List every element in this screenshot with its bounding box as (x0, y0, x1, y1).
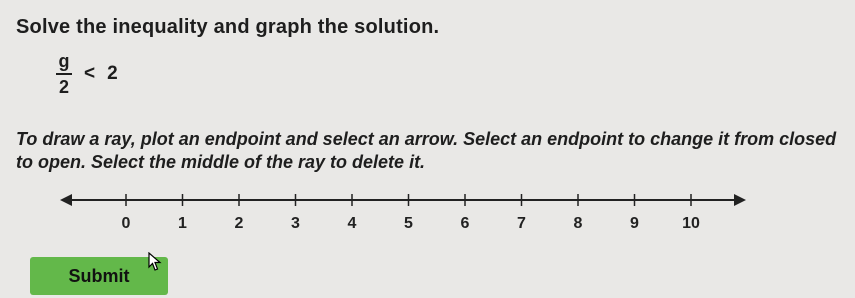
number-line[interactable] (58, 186, 758, 250)
fraction (56, 52, 72, 96)
number-line-label: 10 (682, 215, 700, 232)
inequality-relation: < (84, 63, 96, 84)
number-line-label: 2 (234, 215, 244, 232)
number-line-label: 4 (347, 215, 357, 232)
number-line-label: 8 (573, 215, 583, 232)
inequality (56, 52, 118, 96)
right-arrow-icon[interactable] (734, 194, 746, 206)
fraction-numerator: g (58, 51, 70, 71)
number-line-label: 5 (404, 215, 413, 232)
number-line-label: 0 (121, 215, 131, 232)
left-arrow-icon[interactable] (60, 194, 72, 206)
question-prompt: Solve the inequality and graph the solution. (16, 16, 440, 38)
number-line-label: 7 (517, 215, 526, 232)
number-line-label: 1 (178, 215, 187, 232)
instructions: To draw a ray, plot an endpoint and select an arrow. Select an endpoint to change it from closed to open. Select the middle of the ray to delete it. (16, 129, 837, 172)
submit-button[interactable]: Submit (30, 257, 168, 295)
number-line-label: 9 (630, 215, 639, 232)
mouse-cursor-icon (148, 252, 162, 272)
number-line-label: 6 (460, 215, 470, 232)
fraction-denominator: 2 (58, 77, 69, 97)
inequality-rhs: 2 (107, 63, 118, 84)
number-line-label: 3 (291, 215, 300, 232)
